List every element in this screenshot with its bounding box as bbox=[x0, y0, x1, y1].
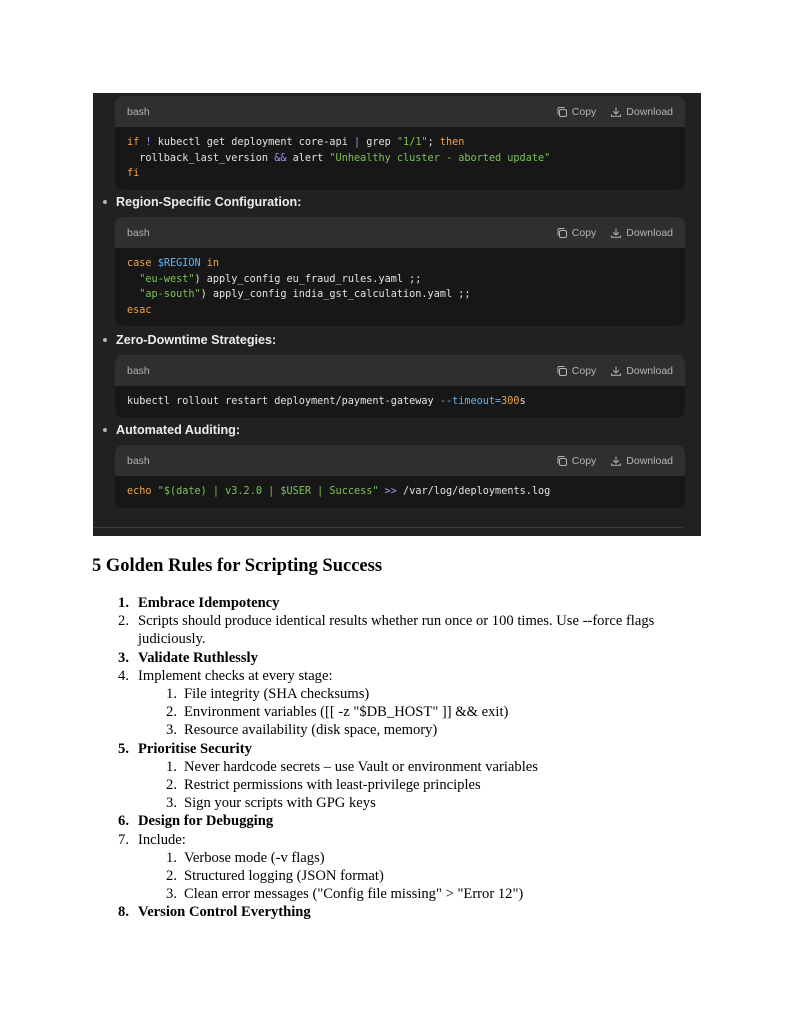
sub-list-item bbox=[92, 721, 702, 739]
download-icon bbox=[610, 365, 622, 377]
list-number: 3. bbox=[118, 649, 129, 666]
download-label: Download bbox=[626, 454, 673, 467]
copy-button[interactable] bbox=[556, 227, 597, 239]
code-block-header bbox=[115, 96, 685, 127]
list-number: 3. bbox=[166, 722, 177, 739]
code-language-label: bash bbox=[127, 454, 150, 467]
list-text: Implement checks at every stage: bbox=[138, 667, 333, 684]
code-block bbox=[115, 355, 685, 418]
code-token: --timeout= bbox=[439, 396, 502, 407]
code-line bbox=[127, 151, 673, 167]
list-text: Resource availability (disk space, memory) bbox=[184, 722, 438, 739]
code-body bbox=[115, 476, 685, 508]
section-bullet bbox=[103, 333, 276, 347]
list-item bbox=[92, 740, 702, 758]
download-label: Download bbox=[626, 105, 673, 118]
list-number: 2. bbox=[166, 777, 177, 794]
list-text: Structured logging (JSON format) bbox=[184, 868, 384, 885]
bullet-dot bbox=[103, 200, 107, 204]
list-number: 3. bbox=[166, 886, 177, 903]
code-token: /var/log/deployments.log bbox=[396, 486, 551, 497]
code-token: >> bbox=[384, 486, 397, 497]
code-token bbox=[127, 289, 139, 300]
list-text: Verbose mode (-v flags) bbox=[184, 849, 325, 866]
list-number: 2. bbox=[166, 868, 177, 885]
list-number: 1. bbox=[118, 595, 129, 611]
code-line bbox=[127, 484, 673, 500]
code-token: "Unhealthy cluster - aborted update" bbox=[329, 152, 551, 164]
code-screenshot bbox=[93, 93, 701, 536]
list-text: Validate Ruthlessly bbox=[138, 649, 258, 666]
code-block bbox=[115, 445, 685, 508]
list-text: Restrict permissions with least-privilege principles bbox=[184, 777, 481, 794]
list-number: 2. bbox=[118, 613, 129, 630]
code-token: ! bbox=[139, 137, 152, 148]
copy-label: Copy bbox=[571, 226, 597, 239]
list-text: File integrity (SHA checksums) bbox=[184, 686, 370, 703]
list-number: 1. bbox=[166, 686, 177, 703]
list-number: 4. bbox=[118, 667, 129, 684]
code-line bbox=[127, 256, 673, 272]
list-text: Embrace Idempotency bbox=[138, 595, 280, 611]
list-item bbox=[92, 903, 702, 921]
list-number: 5. bbox=[118, 740, 129, 757]
code-token: ; bbox=[427, 137, 440, 148]
download-icon bbox=[610, 106, 622, 118]
list-number: 8. bbox=[118, 904, 129, 921]
list-text: Scripts should produce identical results whether run once or 100 times. Use --force flags judiciously. bbox=[138, 613, 655, 648]
code-token: "$(date) | v3.2.0 | $USER | Success" bbox=[157, 486, 379, 497]
code-token: s bbox=[519, 396, 526, 407]
code-line bbox=[127, 303, 673, 319]
list-item bbox=[92, 831, 702, 849]
sub-list-item bbox=[92, 867, 702, 885]
code-token: 300 bbox=[501, 396, 520, 407]
copy-icon bbox=[556, 227, 568, 239]
code-line bbox=[127, 394, 673, 410]
list-text: Include: bbox=[138, 831, 186, 848]
code-line bbox=[127, 166, 673, 182]
code-language-label: bash bbox=[127, 226, 150, 239]
list-number: 3. bbox=[166, 795, 177, 812]
code-block-header bbox=[115, 355, 685, 386]
code-token: grep bbox=[360, 137, 397, 148]
code-token: esac bbox=[127, 304, 152, 316]
divider bbox=[93, 527, 683, 528]
section-title: Region-Specific Configuration: bbox=[116, 195, 302, 209]
rules-list bbox=[92, 594, 702, 922]
code-token: $REGION bbox=[157, 258, 201, 269]
download-label: Download bbox=[626, 226, 673, 239]
sub-list-item bbox=[92, 794, 702, 812]
list-text: Sign your scripts with GPG keys bbox=[184, 795, 376, 812]
copy-icon bbox=[556, 365, 568, 377]
sub-list-item bbox=[92, 703, 702, 721]
code-token: "ap-south" bbox=[139, 289, 201, 301]
code-body bbox=[115, 127, 685, 190]
download-button[interactable] bbox=[610, 106, 673, 118]
download-icon bbox=[610, 227, 622, 239]
list-text: Never hardcode secrets – use Vault or environment variables bbox=[184, 758, 538, 775]
list-text: Design for Debugging bbox=[138, 813, 274, 830]
code-block bbox=[115, 217, 685, 326]
section-heading: 5 Golden Rules for Scripting Success bbox=[92, 556, 383, 576]
copy-label: Copy bbox=[571, 364, 597, 377]
sub-list-item bbox=[92, 776, 702, 794]
code-token: in bbox=[206, 258, 220, 269]
code-language-label: bash bbox=[127, 364, 150, 377]
sub-list-item bbox=[92, 849, 702, 867]
code-token: kubectl get deployment core-api bbox=[151, 137, 354, 148]
code-token: case bbox=[127, 258, 152, 269]
copy-label: Copy bbox=[571, 454, 597, 467]
code-token: rollback_last_version bbox=[127, 152, 275, 164]
code-token: ) apply_config eu_fraud_rules.yaml ;; bbox=[194, 273, 422, 285]
code-token bbox=[127, 274, 139, 285]
section-title: Automated Auditing: bbox=[116, 423, 241, 437]
code-block bbox=[115, 96, 685, 190]
code-line bbox=[127, 135, 673, 151]
list-item bbox=[92, 667, 702, 685]
download-button[interactable] bbox=[610, 365, 673, 377]
code-token: "1/1" bbox=[396, 137, 428, 148]
sub-list-item bbox=[92, 885, 702, 903]
list-item bbox=[92, 649, 702, 667]
list-number: 6. bbox=[118, 813, 129, 830]
section-bullet bbox=[103, 423, 240, 437]
download-button[interactable] bbox=[610, 227, 673, 239]
code-token: ) apply_config india_gst_calculation.yaml ;; bbox=[200, 289, 471, 301]
code-language-label: bash bbox=[127, 105, 150, 118]
copy-icon bbox=[556, 455, 568, 467]
code-token: | bbox=[353, 137, 361, 148]
code-block-header bbox=[115, 217, 685, 248]
download-button[interactable] bbox=[610, 455, 673, 467]
list-number: 2. bbox=[166, 704, 177, 721]
list-text: Clean error messages ("Config file missing" > "Error 12") bbox=[184, 886, 524, 903]
list-text: Environment variables ([[ -z "$DB_HOST" ]] && exit) bbox=[184, 704, 509, 721]
copy-button[interactable] bbox=[556, 455, 597, 467]
download-icon bbox=[610, 455, 622, 467]
code-token: && bbox=[274, 152, 287, 164]
section-title: Zero-Downtime Strategies: bbox=[116, 333, 277, 347]
copy-button[interactable] bbox=[556, 365, 597, 377]
code-block-header bbox=[115, 445, 685, 476]
code-body bbox=[115, 248, 685, 326]
code-token: echo bbox=[127, 486, 152, 497]
code-token: kubectl rollout restart deployment/payment-gateway bbox=[127, 396, 440, 407]
copy-label: Copy bbox=[571, 105, 597, 118]
list-item bbox=[92, 612, 702, 648]
code-token: fi bbox=[127, 168, 140, 180]
list-text: Prioritise Security bbox=[138, 740, 252, 757]
bullet-dot bbox=[103, 428, 107, 432]
list-text: Version Control Everything bbox=[138, 904, 311, 921]
list-number: 1. bbox=[166, 849, 177, 866]
copy-icon bbox=[556, 106, 568, 118]
sub-list-item bbox=[92, 685, 702, 703]
list-item bbox=[92, 594, 702, 612]
code-line bbox=[127, 287, 673, 303]
code-token: if bbox=[127, 137, 140, 148]
list-number: 7. bbox=[118, 831, 129, 848]
sub-list-item bbox=[92, 758, 702, 776]
code-line bbox=[127, 272, 673, 288]
download-label: Download bbox=[626, 364, 673, 377]
code-token: alert bbox=[286, 152, 330, 164]
section-bullet bbox=[103, 195, 301, 209]
bullet-dot bbox=[103, 338, 107, 342]
list-number: 1. bbox=[166, 758, 177, 775]
code-token: "eu-west" bbox=[139, 273, 195, 285]
copy-button[interactable] bbox=[556, 106, 597, 118]
list-item bbox=[92, 812, 702, 830]
code-token: then bbox=[439, 137, 465, 148]
code-body bbox=[115, 386, 685, 418]
